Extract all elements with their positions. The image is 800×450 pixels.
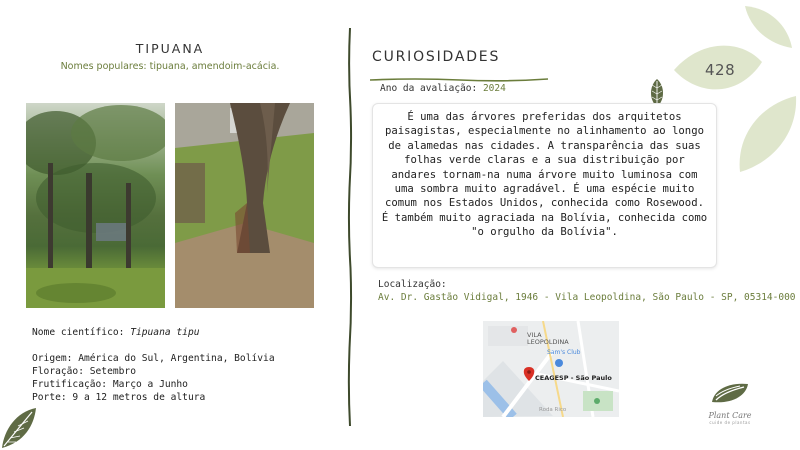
location-label: Localização: bbox=[378, 279, 447, 290]
map-poi-bottom: Roda Rico bbox=[539, 407, 567, 413]
logo-name: Plant Care bbox=[708, 411, 752, 420]
scientific-name-label: Nome científico: bbox=[32, 327, 131, 338]
evaluation-year bbox=[380, 83, 506, 94]
curiosities-text: É uma das árvores preferidas dos arquitetos paisagistas, especialmente no alinhamento ao longo de alamedas nas cidades. A transparência das suas folhas verde claras e a sua distribuição por andares tornam-na numa árvore muito luminosa com uma sombra muito agradável. É uma espécie muito comum nos Estados Unidos, conhecida como Rosewood. É também muito agraciada na Bolívia, conhecida como "o orgulho da Bolívia". bbox=[381, 111, 708, 239]
location-address: Av. Dr. Gastão Vidigal, 1946 - Vila Leopoldina, São Paulo - SP, 05314-000 bbox=[378, 292, 796, 303]
plant-care-logo bbox=[700, 380, 760, 425]
origin: Origem: América do Sul, Argentina, Bolívia bbox=[32, 353, 275, 364]
scientific-name-value: Tipuana tipu bbox=[130, 327, 200, 338]
curiosities-title: CURIOSIDADES bbox=[372, 49, 501, 65]
vertical-divider bbox=[345, 28, 355, 430]
fruiting: Frutificação: Março a Junho bbox=[32, 379, 188, 390]
year-label: Ano da avaliação: bbox=[380, 83, 483, 94]
logo-tagline: cuide de plantas bbox=[709, 420, 751, 425]
popular-names: Nomes populares: tipuana, amendoim-acácia. bbox=[60, 61, 280, 72]
plant-title: TIPUANA bbox=[135, 41, 205, 56]
decorative-leaves bbox=[670, 0, 800, 184]
tree-photo-trunk bbox=[175, 103, 314, 308]
map-poi-main: CEAGESP - São Paulo bbox=[535, 374, 612, 382]
location-map[interactable] bbox=[483, 321, 619, 417]
map-district-label: VILA LEOPOLDINA bbox=[527, 331, 569, 346]
year-value: 2024 bbox=[482, 83, 506, 94]
tree-photo-canopy bbox=[26, 103, 165, 308]
map-poi-club: Sam's Club bbox=[547, 349, 581, 356]
logo-leaf-icon bbox=[708, 380, 752, 406]
size: Porte: 9 a 12 metros de altura bbox=[32, 392, 206, 403]
page-number: 428 bbox=[705, 61, 736, 79]
curiosities-card bbox=[372, 103, 717, 268]
flowering: Floração: Setembro bbox=[32, 366, 136, 377]
scientific-name bbox=[32, 327, 200, 339]
leaf-icon bbox=[0, 404, 40, 450]
